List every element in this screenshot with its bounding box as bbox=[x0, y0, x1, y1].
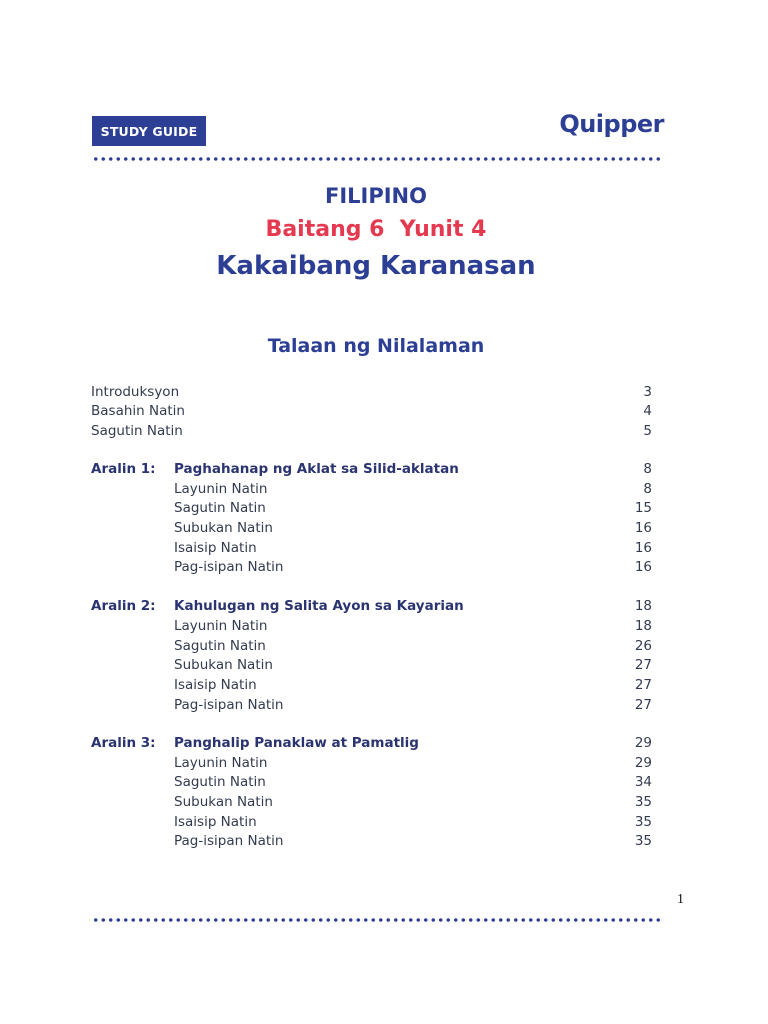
toc-entry-page: 5 bbox=[643, 423, 652, 439]
toc-entry-page: 8 bbox=[643, 461, 652, 477]
toc-entry-label: Pag-isipan Natin bbox=[174, 697, 284, 713]
toc-entry-label: Isaisip Natin bbox=[174, 814, 257, 830]
toc-entry-label: Sagutin Natin bbox=[91, 423, 183, 439]
toc-entry-label: Pag-isipan Natin bbox=[174, 833, 284, 849]
toc-entry-label: Layunin Natin bbox=[174, 481, 268, 497]
toc-entry-label: Subukan Natin bbox=[174, 657, 273, 673]
bottom-dotted-divider bbox=[92, 918, 664, 922]
toc-lesson-row bbox=[0, 596, 768, 616]
toc-entry-label: Basahin Natin bbox=[91, 403, 185, 419]
toc-entry-label: Sagutin Natin bbox=[174, 638, 266, 654]
toc-subrow bbox=[0, 695, 768, 715]
toc-entry-page: 29 bbox=[634, 755, 652, 771]
toc-entry-label: Layunin Natin bbox=[174, 755, 268, 771]
toc-lesson-row bbox=[0, 733, 768, 753]
toc-entry-page: 15 bbox=[634, 500, 652, 516]
toc-subrow bbox=[0, 753, 768, 773]
lesson-number: Aralin 1: bbox=[91, 461, 156, 477]
toc-entry-page: 27 bbox=[634, 657, 652, 673]
toc-entry-page: 35 bbox=[634, 794, 652, 810]
toc-entry-page: 8 bbox=[643, 481, 652, 497]
toc-subrow bbox=[0, 498, 768, 518]
toc-subrow bbox=[0, 636, 768, 656]
toc-entry-page: 27 bbox=[634, 677, 652, 693]
toc-row-intro bbox=[0, 401, 768, 421]
top-dotted-divider bbox=[92, 157, 664, 161]
toc-entry-page: 3 bbox=[643, 384, 652, 400]
toc-entry-page: 35 bbox=[634, 814, 652, 830]
toc-subrow bbox=[0, 655, 768, 675]
toc-entry-page: 27 bbox=[634, 697, 652, 713]
toc-entry-label: Subukan Natin bbox=[174, 520, 273, 536]
lesson-title: Panghalip Panaklaw at Pamatlig bbox=[174, 735, 419, 751]
toc-subrow bbox=[0, 792, 768, 812]
toc-entry-label: Introduksyon bbox=[91, 384, 180, 400]
toc-subrow bbox=[0, 831, 768, 851]
toc-entry-page: 16 bbox=[634, 559, 652, 575]
toc-heading: Talaan ng Nilalaman bbox=[267, 335, 485, 357]
toc-entry-label: Layunin Natin bbox=[174, 618, 268, 634]
toc-subrow bbox=[0, 479, 768, 499]
unit-title: Kakaibang Karanasan bbox=[216, 251, 536, 281]
quipper-logo: Quipper bbox=[559, 110, 664, 138]
toc-entry-label: Isaisip Natin bbox=[174, 677, 257, 693]
toc-entry-page: 16 bbox=[634, 520, 652, 536]
toc-entry-label: Sagutin Natin bbox=[174, 500, 266, 516]
toc-entry-label: Subukan Natin bbox=[174, 794, 273, 810]
toc-subrow bbox=[0, 518, 768, 538]
toc-lesson-row bbox=[0, 459, 768, 479]
toc-entry-label: Sagutin Natin bbox=[174, 774, 266, 790]
toc-entry-label: Pag-isipan Natin bbox=[174, 559, 284, 575]
toc-entry-page: 4 bbox=[643, 403, 652, 419]
lesson-title: Paghahanap ng Aklat sa Silid-aklatan bbox=[174, 461, 459, 477]
toc-entry-page: 26 bbox=[634, 638, 652, 654]
toc-subrow bbox=[0, 675, 768, 695]
lesson-title: Kahulugan ng Salita Ayon sa Kayarian bbox=[174, 598, 464, 614]
toc-subrow bbox=[0, 538, 768, 558]
toc-subrow bbox=[0, 812, 768, 832]
study-guide-badge: STUDY GUIDE bbox=[92, 116, 206, 146]
toc-entry-label: Isaisip Natin bbox=[174, 540, 257, 556]
toc-entry-page: 18 bbox=[634, 618, 652, 634]
grade-unit-title: Baitang 6 Yunit 4 bbox=[265, 217, 487, 242]
toc-entry-page: 16 bbox=[634, 540, 652, 556]
lesson-number: Aralin 3: bbox=[91, 735, 156, 751]
toc-subrow bbox=[0, 616, 768, 636]
toc-entry-page: 18 bbox=[634, 598, 652, 614]
lesson-number: Aralin 2: bbox=[91, 598, 156, 614]
toc-entry-page: 35 bbox=[634, 833, 652, 849]
toc-subrow bbox=[0, 772, 768, 792]
toc-row-intro bbox=[0, 382, 768, 402]
subject-title: FILIPINO bbox=[325, 184, 427, 208]
page-number: 1 bbox=[677, 892, 684, 907]
toc-entry-page: 34 bbox=[634, 774, 652, 790]
toc-row-intro bbox=[0, 421, 768, 441]
toc-subrow bbox=[0, 557, 768, 577]
toc-entry-page: 29 bbox=[634, 735, 652, 751]
